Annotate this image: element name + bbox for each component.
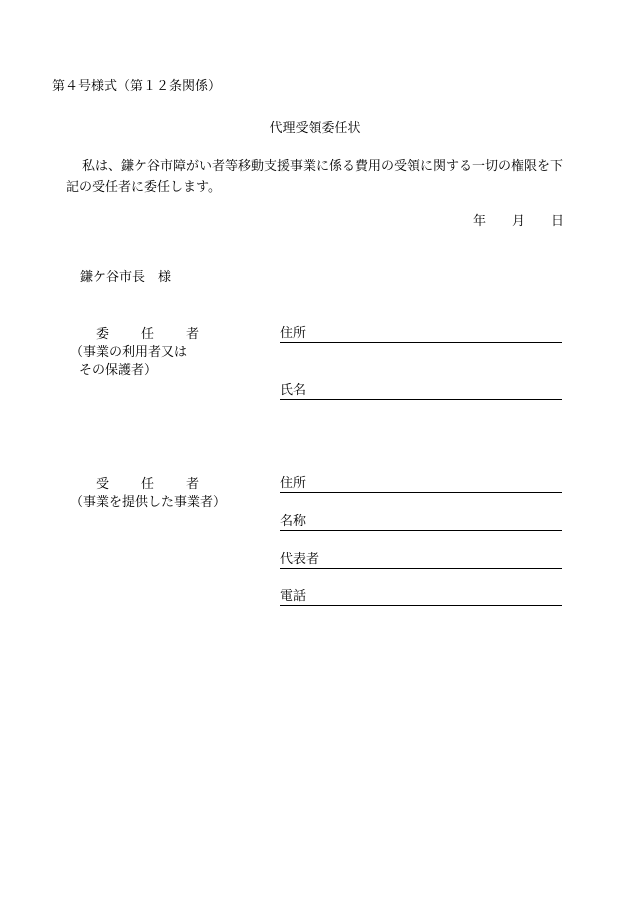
delegatee-phone-label: 電話 [280, 589, 307, 604]
body-text: 私は、鎌ケ谷市障がい者等移動支援事業に係る費用の受領に関する一切の権限を下記の受任者に委任します。 [66, 159, 564, 195]
date-year-label: 年 [472, 214, 486, 229]
delegatee-label-block [70, 476, 226, 512]
addressee: 鎌ケ谷市長 様 [80, 270, 172, 285]
delegatee-name-label: 名称 [280, 514, 307, 529]
delegatee-note: （事業を提供した事業者） [70, 495, 227, 510]
delegatee-phone-field[interactable] [280, 588, 562, 606]
delegatee-name-field[interactable] [280, 513, 562, 531]
delegatee-address-field[interactable] [280, 475, 562, 493]
delegator-name-label: 氏名 [280, 383, 307, 398]
delegator-note-line1: （事業の利用者又は [70, 345, 188, 360]
delegator-note-line2: その保護者） [79, 363, 158, 378]
delegator-address-label: 住所 [280, 326, 307, 341]
delegator-name-field[interactable] [280, 382, 562, 400]
delegatee-title: 受 任 者 [96, 477, 200, 492]
date-month-label: 月 [511, 214, 525, 229]
date-line [473, 214, 564, 230]
delegatee-address-label: 住所 [280, 476, 307, 491]
delegatee-representative-label: 代表者 [280, 552, 320, 567]
form-number: 第４号様式（第１２条関係） [52, 79, 222, 94]
delegator-title: 委 任 者 [96, 327, 200, 342]
delegator-address-field[interactable] [280, 325, 562, 343]
delegatee-representative-field[interactable] [280, 551, 562, 569]
date-day-label: 日 [550, 214, 564, 229]
delegator-label-block [70, 326, 199, 380]
document-title: 代理受領委任状 [269, 121, 361, 136]
